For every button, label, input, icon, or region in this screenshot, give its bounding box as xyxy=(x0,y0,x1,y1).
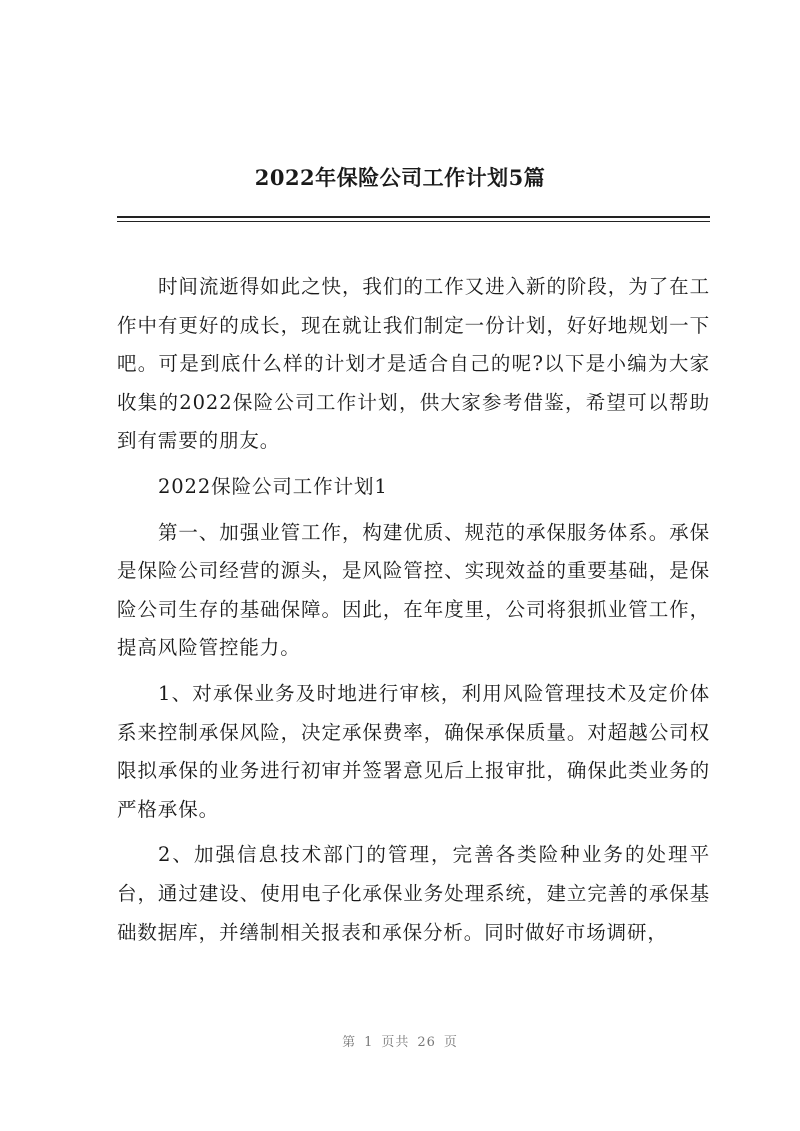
document-body xyxy=(117,268,710,959)
body-paragraph: 2、加强信息技术部门的管理，完善各类险种业务的处理平台，通过建设、使用电子化承保业务处理系统，建立完善的承保基础数据库，并缮制相关报表和承保分析。同时做好市场调研， xyxy=(117,843,710,944)
document-title: 2022年保险公司工作计划5篇 xyxy=(254,165,546,190)
section-heading: 2022保险公司工作计划1 xyxy=(157,474,388,498)
footer-page-number: 1 xyxy=(364,1035,374,1050)
title-divider-thin xyxy=(117,221,710,222)
footer-prefix: 第 xyxy=(342,1035,357,1050)
footer-suffix: 页 xyxy=(443,1035,458,1050)
footer-middle: 页共 xyxy=(381,1035,410,1050)
page-footer xyxy=(0,1031,800,1050)
body-paragraph: 第一、加强业管工作，构建优质、规范的承保服务体系。承保是保险公司经营的源头，是风险管控、实现效益的重要基础，是保险公司生存的基础保障。因此，在年度里，公司将狠抓业管工作，提高风险管控能力。 xyxy=(117,520,710,660)
intro-paragraph: 时间流逝得如此之快，我们的工作又进入新的阶段，为了在工作中有更好的成长，现在就让我们制定一份计划，好好地规划一下吧。可是到底什么样的计划才是适合自己的呢?以下是小编为大家收集的2022保险公司工作计划，供大家参考借鉴，希望可以帮助到有需要的朋友。 xyxy=(117,275,710,453)
footer-total-pages: 26 xyxy=(417,1035,436,1050)
body-paragraph: 1、对承保业务及时地进行审核，利用风险管理技术及定价体系来控制承保风险，决定承保费率，确保承保质量。对超越公司权限拟承保的业务进行初审并签署意见后上报审批，确保此类业务的严格承保。 xyxy=(117,681,710,821)
title-divider-thick xyxy=(117,216,710,218)
